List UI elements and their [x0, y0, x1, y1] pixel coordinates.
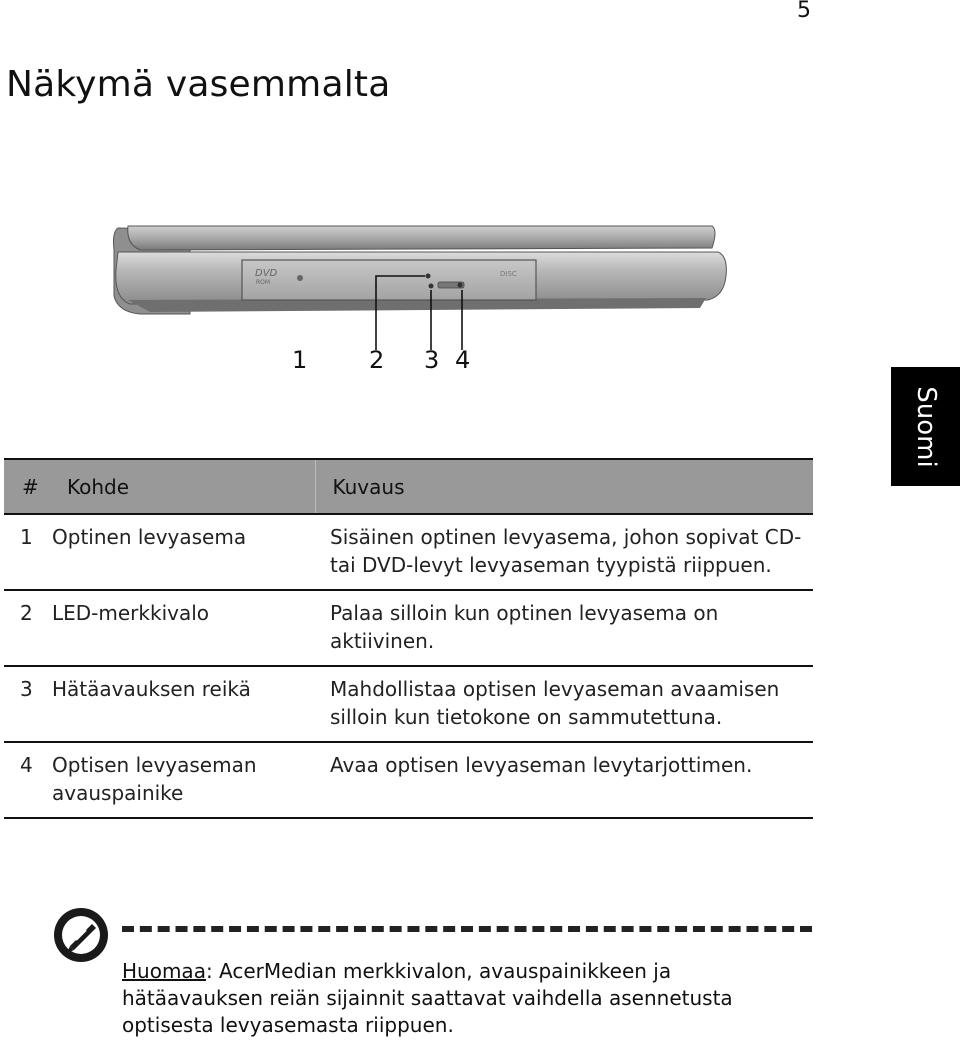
callout-4: 4 — [455, 346, 471, 374]
table-row — [4, 666, 813, 742]
note-divider — [122, 926, 812, 932]
row-description: Mahdollistaa optisen levyaseman avaamisen silloin kun tietokone on sammutettuna. — [315, 666, 813, 742]
row-item: LED-merkkivalo — [52, 590, 315, 666]
table-header-row — [4, 459, 813, 514]
optical-drive-bay — [242, 260, 536, 300]
laptop-left-view-figure — [0, 0, 960, 400]
page-title: Näkymä vasemmalta — [6, 64, 391, 105]
row-description: Palaa silloin kun optinen levyasema on aktiivinen. — [315, 590, 813, 666]
callout-2: 2 — [369, 346, 385, 374]
row-number: 3 — [4, 666, 52, 742]
note-pen-icon — [52, 906, 110, 964]
svg-text:DISC: DISC — [500, 270, 517, 278]
callout-3: 3 — [424, 346, 440, 374]
feature-table — [4, 458, 813, 819]
laptop-illustration — [0, 0, 960, 400]
row-description: Avaa optisen levyaseman levytarjottimen. — [315, 742, 813, 818]
row-item: Optisen levyaseman avauspainike — [52, 742, 315, 818]
svg-text:ROM: ROM — [256, 279, 271, 286]
row-number: 4 — [4, 742, 52, 818]
svg-text:DVD: DVD — [255, 268, 278, 279]
row-item: Hätäavauksen reikä — [52, 666, 315, 742]
page-number: 5 — [797, 0, 811, 23]
row-number: 2 — [4, 590, 52, 666]
table-row — [4, 590, 813, 666]
row-description: Sisäinen optinen levyasema, johon sopivat CD- tai DVD-levyt levyaseman tyypistä riippuen. — [315, 514, 813, 590]
table-row — [4, 514, 813, 590]
drive-led — [297, 275, 303, 281]
language-tab — [891, 367, 960, 486]
note-label: Huomaa — [122, 959, 206, 983]
row-number: 1 — [4, 514, 52, 590]
language-tab-label: Suomi — [910, 385, 941, 468]
table-row — [4, 742, 813, 818]
header-description: Kuvaus — [315, 459, 813, 514]
row-item: Optinen levyasema — [52, 514, 315, 590]
header-number: # — [4, 459, 52, 514]
note — [122, 958, 782, 1039]
header-item: Kohde — [52, 459, 315, 514]
note-body: : AcerMedian merkkivalon, avauspainikkeen ja hätäavauksen reiän sijainnit saattavat vaihdella asennetusta optisesta levyasemasta riippuen. — [122, 959, 733, 1037]
callout-1: 1 — [292, 346, 308, 374]
